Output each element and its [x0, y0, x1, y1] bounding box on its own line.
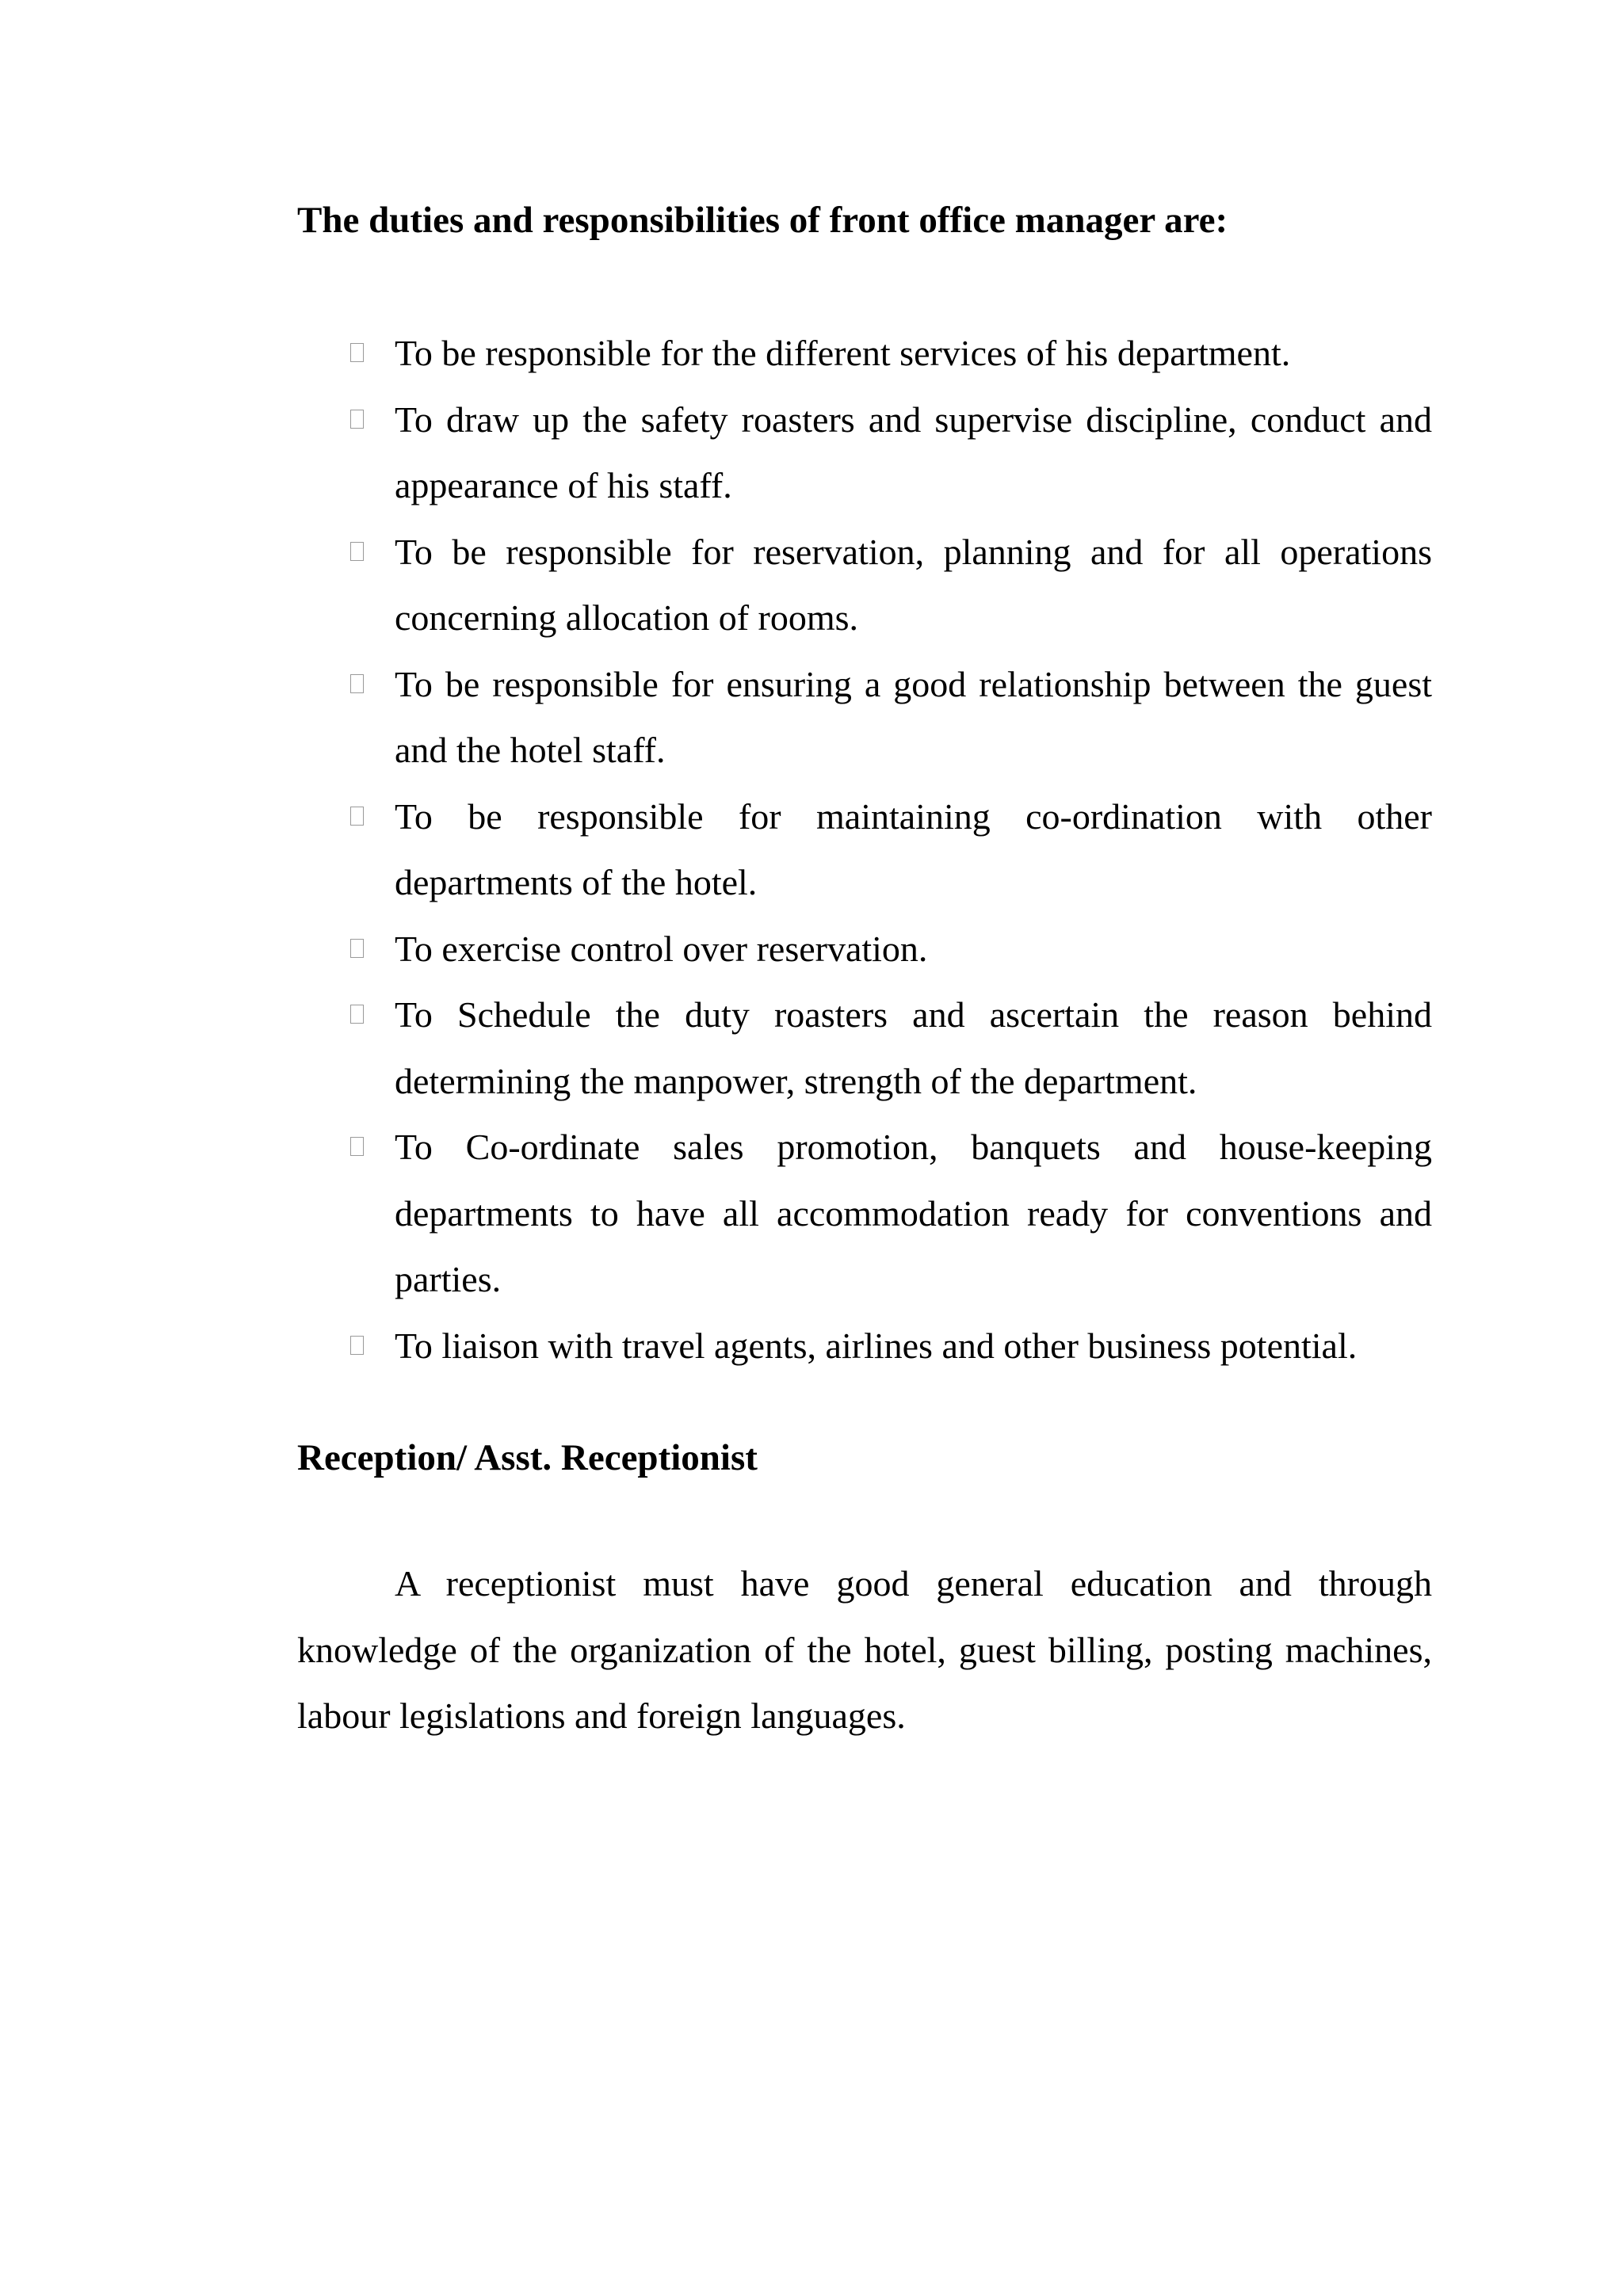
list-item-text: To exercise control over reservation.	[395, 928, 928, 969]
list-item-text: To draw up the safety roasters and supervise discipline, conduct and appearance of his staff.	[395, 399, 1432, 505]
list-item	[297, 784, 1432, 916]
list-item	[297, 1114, 1432, 1313]
square-bullet-icon	[350, 939, 364, 958]
list-item	[297, 651, 1432, 784]
list-item	[297, 916, 1432, 982]
list-item-text: To Co-ordinate sales promotion, banquets and house-keeping departments to have all accommodation ready for conventions and parties.	[395, 1127, 1432, 1299]
list-item-text: To be responsible for reservation, planning and for all operations concerning allocation of rooms.	[395, 531, 1432, 638]
list-item-text: To be responsible for maintaining co-ordination with other departments of the hotel.	[395, 795, 1432, 902]
list-item-text: To be responsible for ensuring a good relationship between the guest and the hotel staff.	[395, 663, 1432, 770]
list-item-text: To liaison with travel agents, airlines and other business potential.	[395, 1325, 1358, 1366]
list-item	[297, 1313, 1432, 1379]
duties-list	[297, 320, 1432, 1379]
list-item	[297, 982, 1432, 1114]
list-item-text: To Schedule the duty roasters and ascertain the reason behind determining the manpower, strength of the department.	[395, 994, 1432, 1101]
square-bullet-icon	[350, 343, 364, 362]
list-item	[297, 387, 1432, 519]
section-heading-front-office-manager: The duties and responsibilities of front office manager are:	[297, 200, 1228, 241]
section-heading-reception: Reception/ Asst. Receptionist	[297, 1437, 758, 1478]
receptionist-paragraph: A receptionist must have good general education and through knowledge of the organization of the hotel, guest billing, posting machines, labour legislations and foreign languages.	[297, 1563, 1432, 1736]
square-bullet-icon	[350, 542, 364, 561]
list-item	[297, 320, 1432, 387]
square-bullet-icon	[350, 807, 364, 826]
list-item	[297, 519, 1432, 651]
square-bullet-icon	[350, 1336, 364, 1355]
list-item-text: To be responsible for the different services of his department.	[395, 333, 1291, 373]
square-bullet-icon	[350, 1137, 364, 1156]
square-bullet-icon	[350, 674, 364, 693]
square-bullet-icon	[350, 410, 364, 429]
square-bullet-icon	[350, 1005, 364, 1024]
